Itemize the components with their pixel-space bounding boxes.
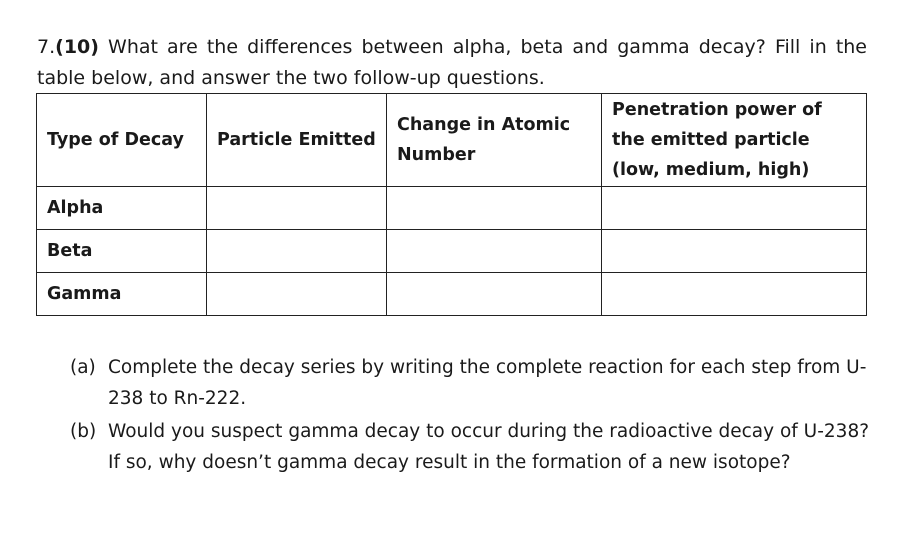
row-label-beta: Beta (37, 230, 207, 273)
followup-questions (70, 352, 870, 480)
followup-a (70, 352, 870, 414)
alpha-atomic-number-cell[interactable] (387, 187, 602, 230)
alpha-particle-cell[interactable] (207, 187, 387, 230)
gamma-atomic-number-cell[interactable] (387, 273, 602, 316)
question-points: (10) (55, 36, 99, 58)
followup-b-marker: (b) (70, 421, 97, 442)
header-change-atomic-number: Change in Atomic Number (387, 94, 602, 187)
decay-table (36, 93, 867, 316)
followup-a-text: Complete the decay series by writing the complete reaction for each step from U-238 to Rn-222. (108, 357, 867, 409)
question-text: What are the differences between alpha, beta and gamma decay? Fill in the table below, and answer the two follow-up questions. (37, 36, 867, 89)
row-label-alpha: Alpha (37, 187, 207, 230)
header-particle-emitted: Particle Emitted (207, 94, 387, 187)
beta-penetration-cell[interactable] (602, 230, 867, 273)
header-penetration-power: Penetration power of the emitted particle (low, medium, high) (602, 94, 867, 187)
row-label-gamma: Gamma (37, 273, 207, 316)
beta-atomic-number-cell[interactable] (387, 230, 602, 273)
table-row (37, 273, 867, 316)
header-type-of-decay: Type of Decay (37, 94, 207, 187)
alpha-penetration-cell[interactable] (602, 187, 867, 230)
question-prompt (37, 32, 867, 94)
followup-b (70, 416, 870, 478)
table-row (37, 230, 867, 273)
gamma-penetration-cell[interactable] (602, 273, 867, 316)
question-number: 7. (37, 36, 56, 58)
gamma-particle-cell[interactable] (207, 273, 387, 316)
followup-b-text: Would you suspect gamma decay to occur during the radioactive decay of U-238? If so, why doesn’t gamma decay result in the formation of a new isotope? (108, 421, 870, 473)
beta-particle-cell[interactable] (207, 230, 387, 273)
followup-a-marker: (a) (70, 357, 96, 378)
table-row (37, 187, 867, 230)
table-header-row (37, 94, 867, 187)
